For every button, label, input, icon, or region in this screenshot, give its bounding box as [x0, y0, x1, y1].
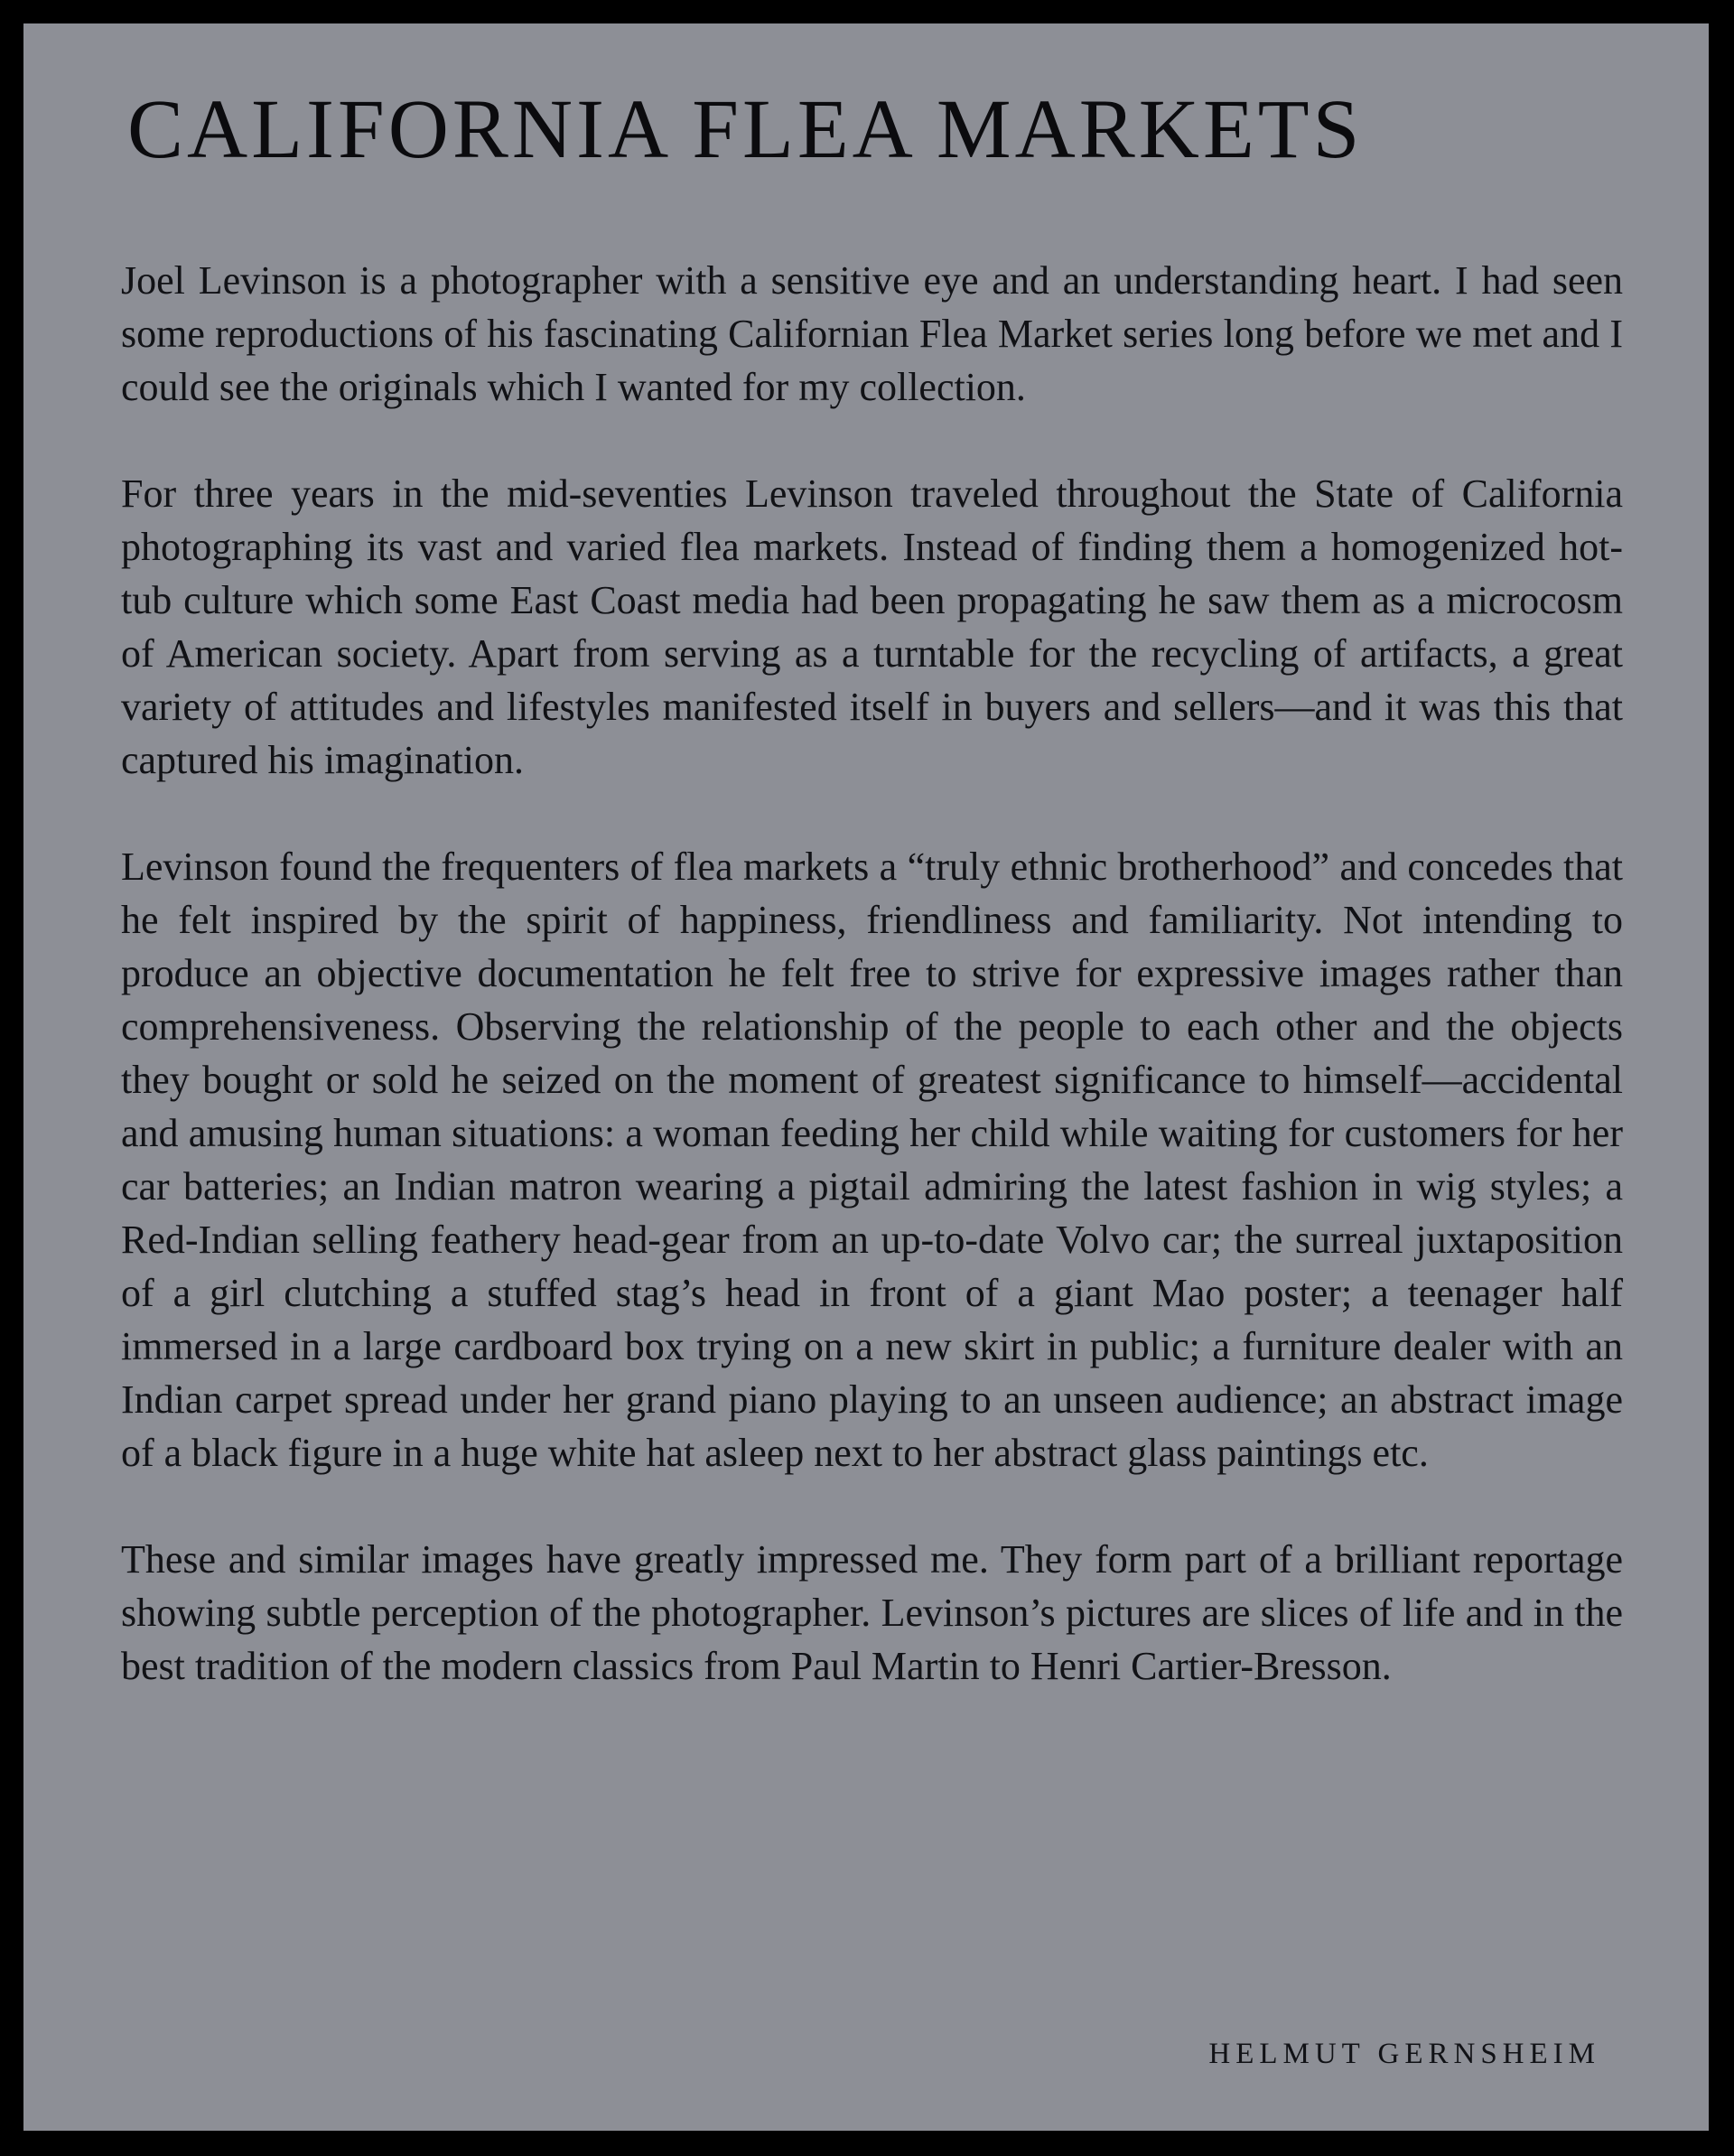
author-signature: HELMUT GERNSHEIM — [1208, 2038, 1600, 2070]
paragraph-1: Joel Levinson is a photographer with a sensitive eye and an understanding heart. I had seen some reproductions of his fascinating Californian Flea Market series long before we met and I could see the originals which I wanted for my collection. — [121, 258, 1623, 409]
paragraph-4: These and similar images have greatly impressed me. They form part of a brilliant reportage showing subtle perception of the photographer. Levinson’s pictures are slices of life and in the best tradition of the modern classics from Paul Martin to Henri Cartier-Bresson. — [121, 1537, 1623, 1688]
essay-body — [121, 254, 1623, 1693]
paragraph-3: Levinson found the frequenters of flea markets a “truly ethnic brotherhood” and concedes that he felt inspired by the spirit of happiness, friendliness and familiarity. Not intending to produce an objective documentation he felt free to strive for expressive images rather than comprehensiveness. Observing the relationship of the people to each other and the objects they bought or sold he seized on the moment of greatest significance to himself—accidental and amusing human situations: a woman feeding her child while waiting for customers for her car batteries; an Indian matron wearing a pigtail admiring the latest fashion in wig styles; a Red-Indian selling feathery head-gear from an up-to-date Volvo car; the surreal juxtaposition of a girl clutching a stuffed stag’s head in front of a giant Mao poster; a teenager half immersed in a large cardboard box trying on a new skirt in public; a furniture dealer with an Indian carpet spread under her grand piano playing to an unseen audience; an abstract image of a black figure in a huge white hat asleep next to her abstract glass paintings etc. — [121, 845, 1623, 1475]
paragraph-2: For three years in the mid-seventies Levinson traveled throughout the State of California photographing its vast and varied flea markets. Instead of finding them a homogenized hot-tub culture which some East Coast media had been propagating he saw them as a microcosm of American society. Apart from serving as a turntable for the recycling of artifacts, a great variety of attitudes and lifestyles manifested itself in buyers and sellers—and it was this that captured his imagination. — [121, 471, 1623, 782]
page-title: CALIFORNIA FLEA MARKETS — [127, 83, 1364, 176]
page-panel — [23, 23, 1709, 2131]
